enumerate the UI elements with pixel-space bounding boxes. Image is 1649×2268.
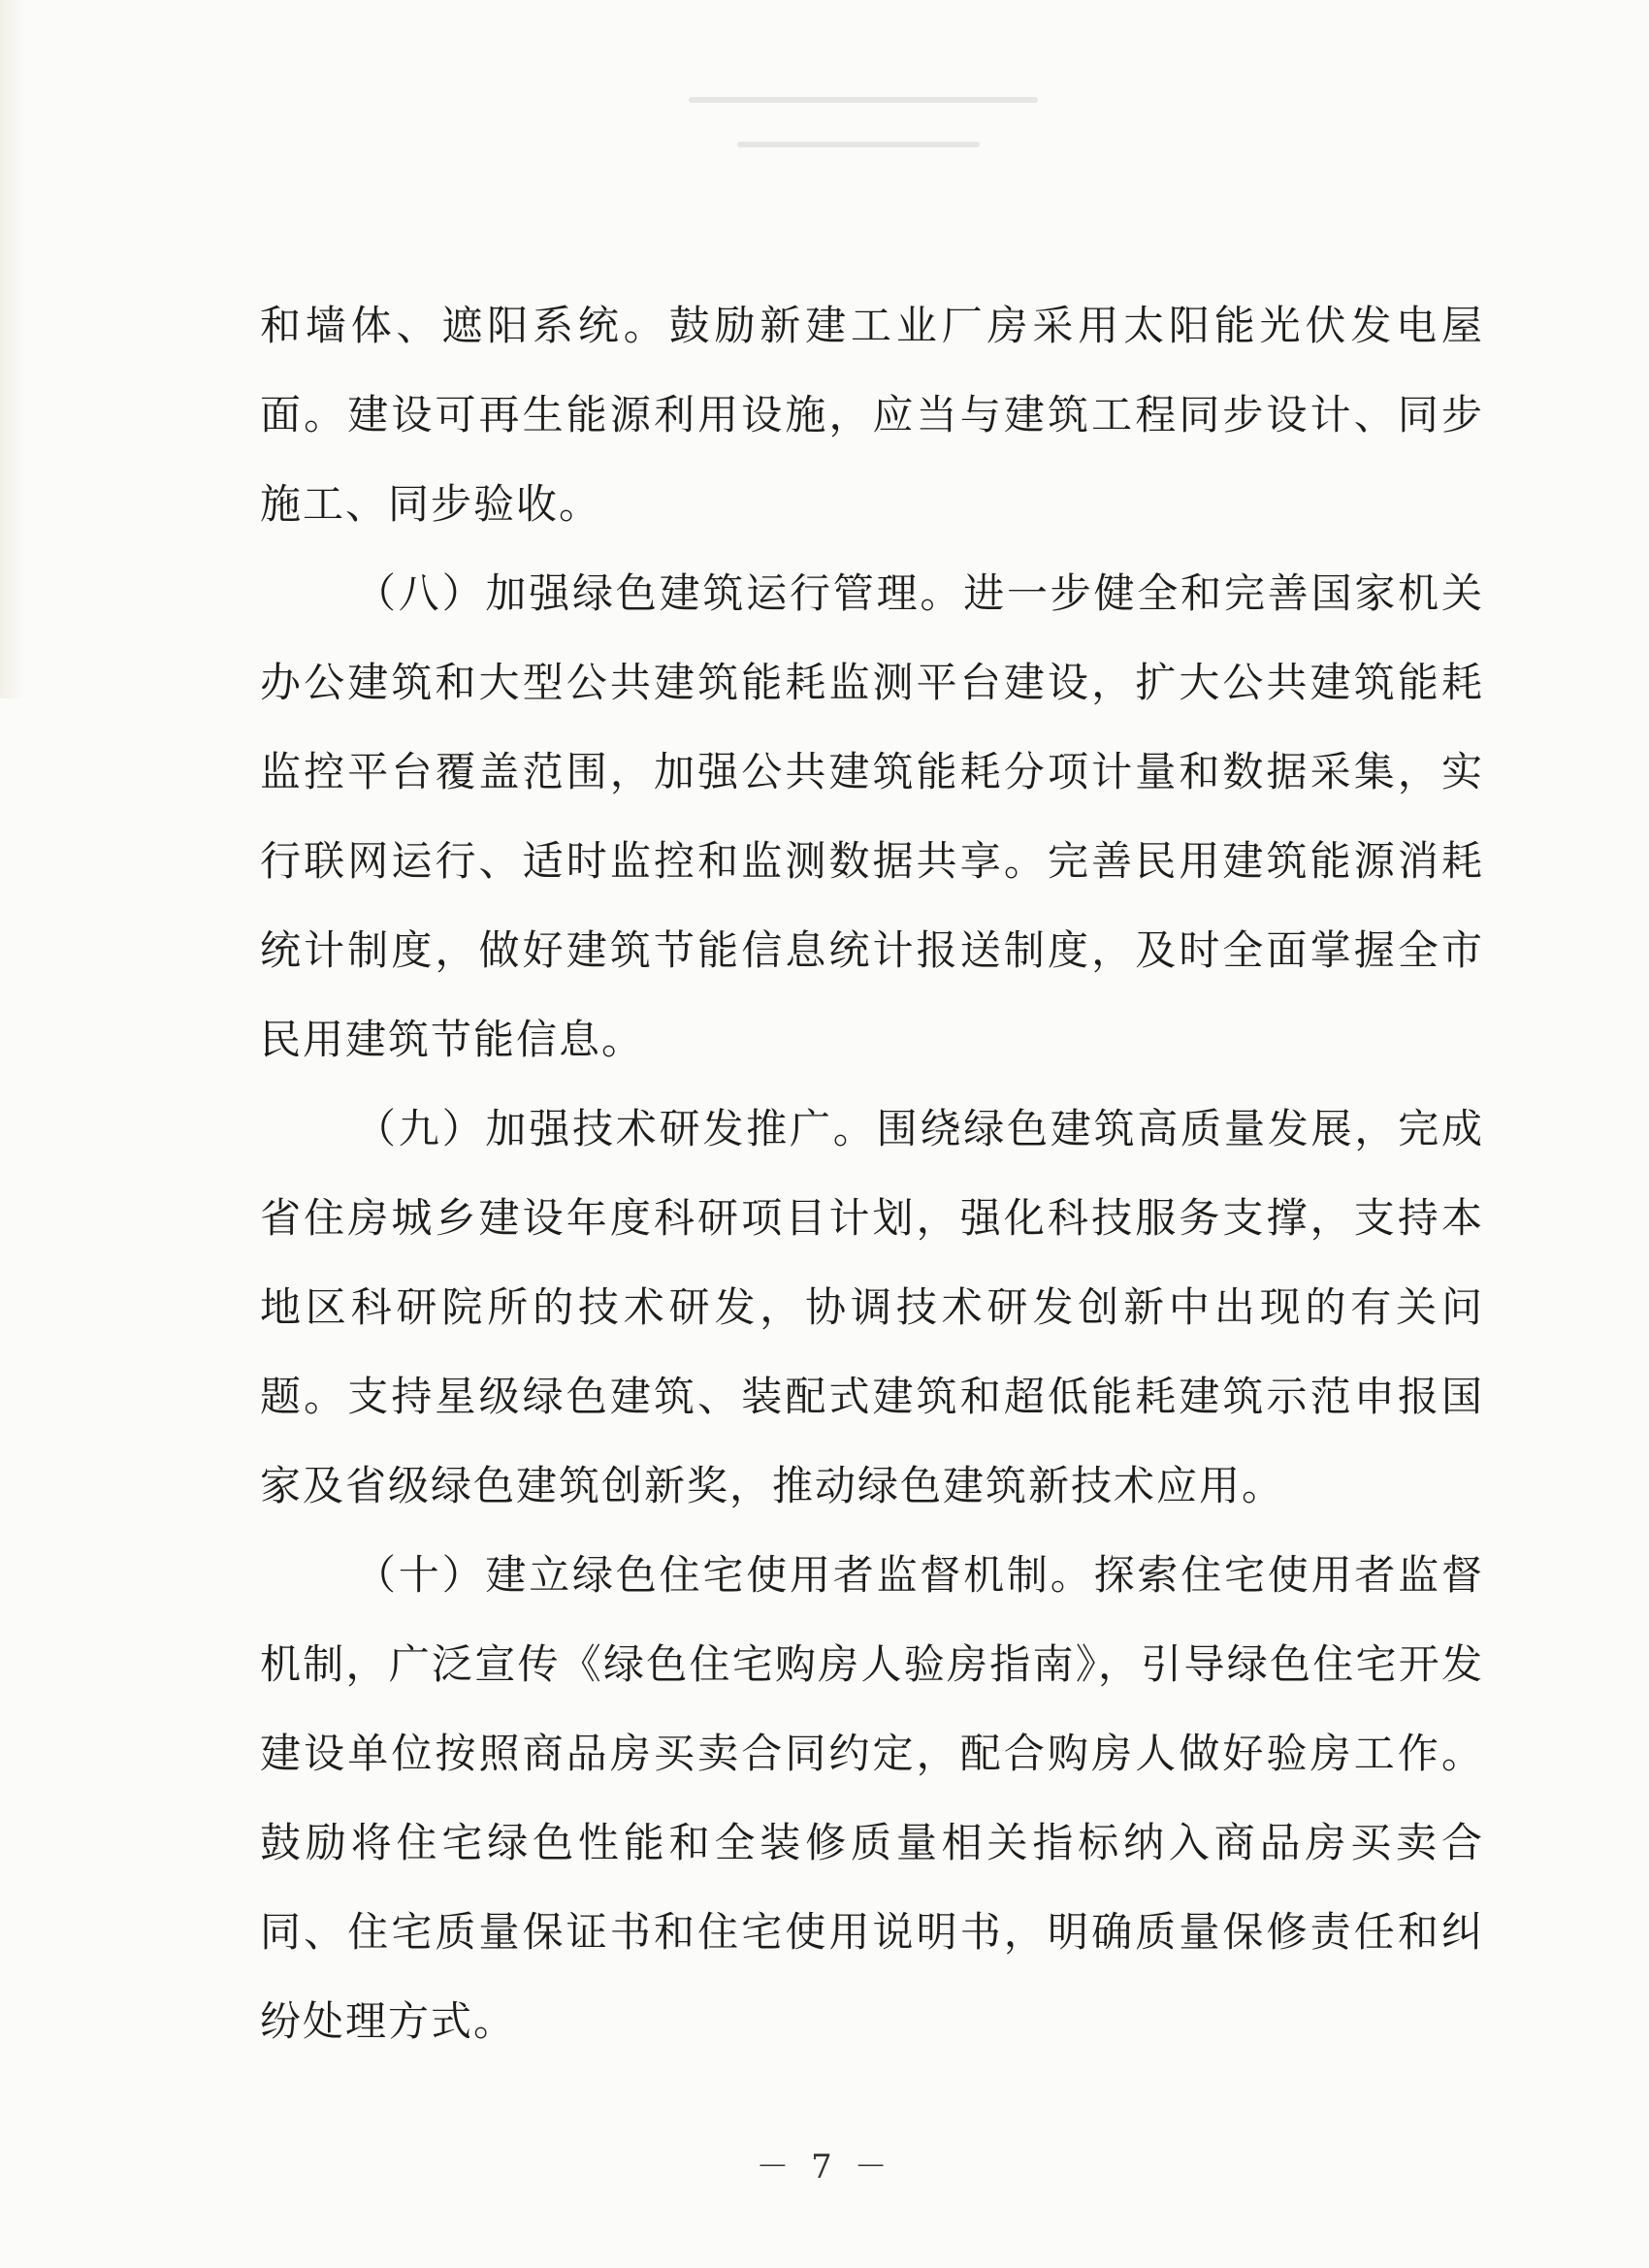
paragraph-continuation <box>260 281 1484 549</box>
page-number: － 7 － <box>756 2148 893 2187</box>
bleed-line <box>689 97 1038 103</box>
body-text <box>260 281 1484 2066</box>
paragraph-text: 围绕绿色建筑高质量发展，完成省住房城乡建设年度科研项目计划，强化科技服务支撑，支持本地区科研院所的技术研发，协调技术研发创新中出现的有关问题。支持星级绿色建筑、装配式建筑和超低能耗建筑示范申报国家及省级绿色建筑创新奖，推动绿色建筑新技术应用。 <box>260 1105 1484 1509</box>
paragraph-section-10 <box>260 1531 1484 2066</box>
bleed-line <box>737 142 980 147</box>
faint-header-bleed <box>679 85 1048 192</box>
paragraph-text: 探索住宅使用者监督机制，广泛宣传《绿色住宅购房人验房指南》，引导绿色住宅开发建设单位按照商品房买卖合同约定，配合购房人做好验房工作。鼓励将住宅绿色性能和全装修质量相关指标纳入商品房买卖合同、住宅质量保证书和住宅使用说明书，明确质量保修责任和纠纷处理方式。 <box>260 1551 1484 2045</box>
paragraph-section-8 <box>260 549 1484 1085</box>
paragraph-text: 和墙体、遮阳系统。鼓励新建工业厂房采用太阳能光伏发电屋面。建设可再生能源利用设施，应当与建筑工程同步设计、同步施工、同步验收。 <box>260 302 1484 528</box>
scan-edge-shadow <box>0 0 25 698</box>
section-heading: （八）加强绿色建筑运行管理。 <box>355 569 964 617</box>
section-heading: （十）建立绿色住宅使用者监督机制。 <box>355 1551 1094 1599</box>
paragraph-section-9 <box>260 1085 1484 1531</box>
section-heading: （九）加强技术研发推广。 <box>355 1105 877 1152</box>
paragraph-text: 进一步健全和完善国家机关办公建筑和大型公共建筑能耗监测平台建设，扩大公共建筑能耗监控平台覆盖范围，加强公共建筑能耗分项计量和数据采集，实行联网运行、适时监控和监测数据共享。完善民用建筑能源消耗统计制度，做好建筑节能信息统计报送制度，及时全面掌握全市民用建筑节能信息。 <box>260 569 1484 1063</box>
